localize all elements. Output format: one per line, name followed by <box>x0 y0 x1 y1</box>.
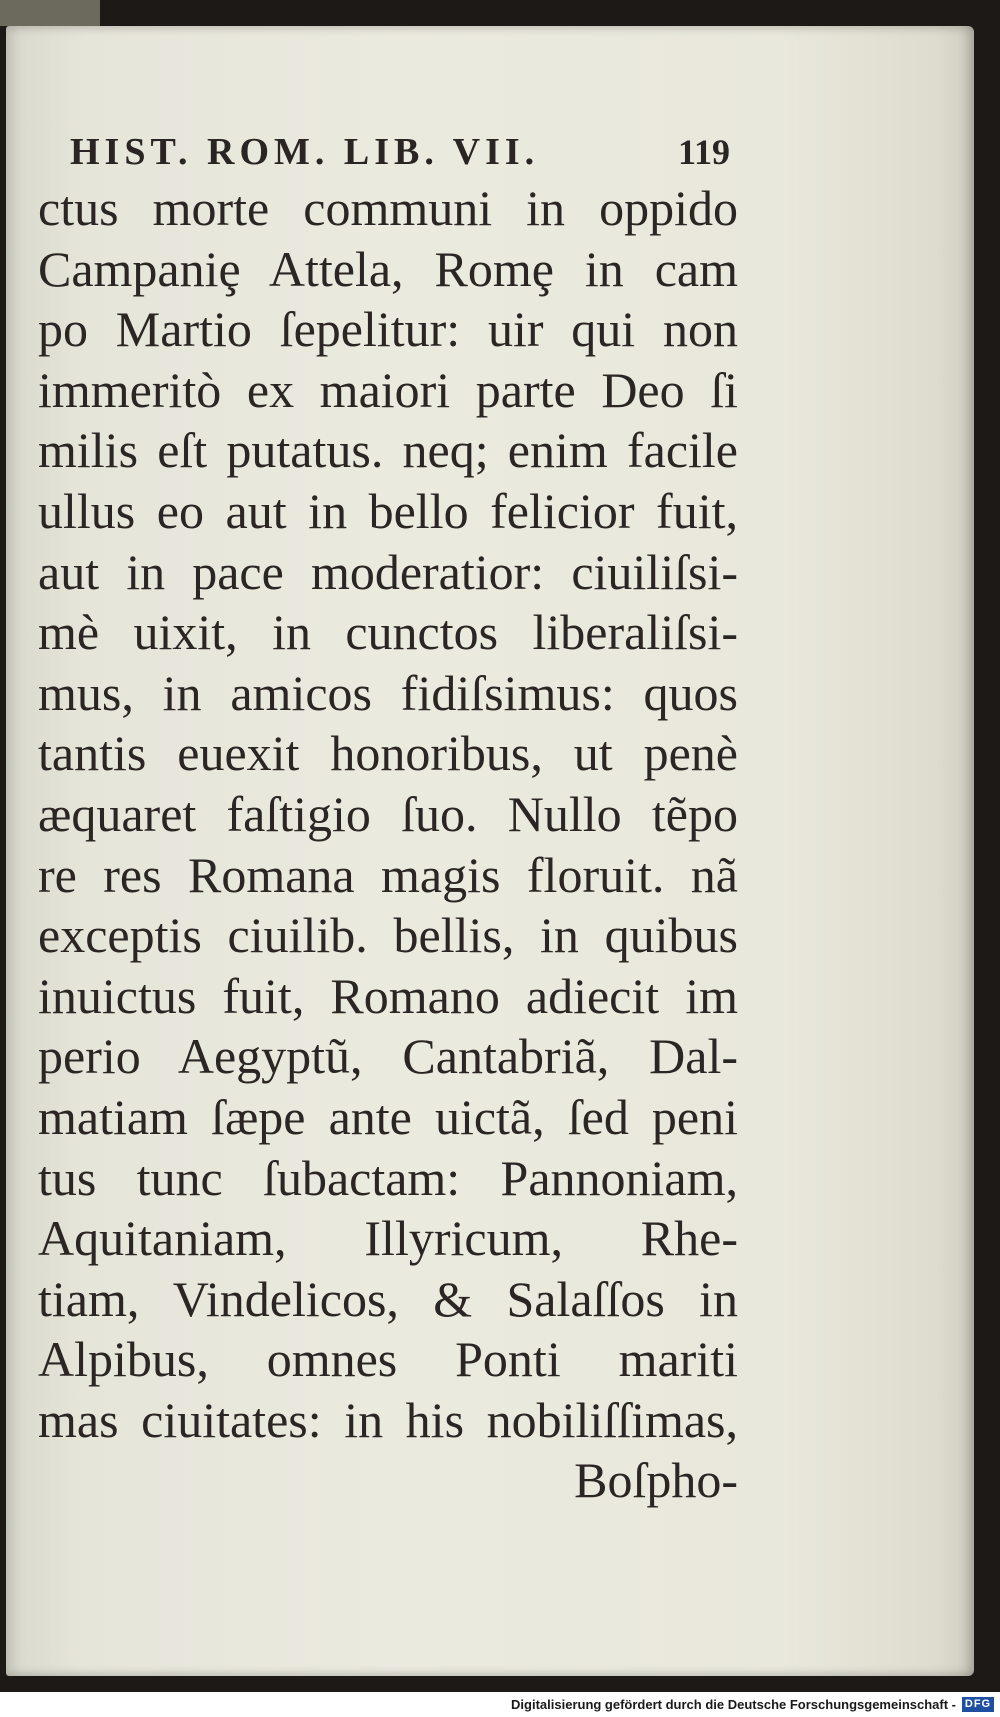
text-line: re res Romana magis floruit. nã <box>38 846 738 903</box>
dfg-logo-icon: DFG <box>962 1697 994 1712</box>
text-line: matiam ſæpe ante uictã, ſed peni <box>38 1088 738 1145</box>
text-line: æquaret faſtigio ſuo. Nullo tẽpo <box>38 785 738 842</box>
body-text <box>38 178 738 1511</box>
text-line: po Martio ſepelitur: uir qui non <box>38 301 738 358</box>
page-number: 119 <box>677 132 730 172</box>
text-line: ctus morte communi in oppido <box>38 180 738 236</box>
text-line: Aquitaniam, Illyricum, Rhe- <box>38 1210 738 1267</box>
text-line: Alpibus, omnes Ponti mariti <box>38 1331 738 1388</box>
text-line: mè uixit, in cunctos liberaliſsi- <box>38 604 738 661</box>
text-line: mas ciuitates: in his nobiliſſimas, <box>38 1391 738 1448</box>
text-line: Campaniȩ Attela, Romȩ in cam <box>38 240 738 297</box>
running-head-title: HIST. ROM. LIB. VII. <box>70 131 540 173</box>
text-line: mus, in amicos fidiſsimus: quos <box>38 664 738 721</box>
text-line: tiam, Vindelicos, & Salaſſos in <box>38 1270 738 1327</box>
text-line: aut in pace moderatior: ciuiliſsi- <box>38 543 738 600</box>
text-line: exceptis ciuilib. bellis, in quibus <box>38 907 738 964</box>
running-head <box>70 130 730 174</box>
scan-corner <box>0 0 100 26</box>
text-line: perio Aegyptũ, Cantabriã, Dal- <box>38 1028 738 1085</box>
text-line: tantis euexit honoribus, ut penè <box>38 725 738 782</box>
text-line: tus tunc ſubactam: Pannoniam, <box>38 1149 738 1206</box>
text-line: milis eſt putatus. neq; enim facile <box>38 422 738 479</box>
text-line: ullus eo aut in bello felicior fuit, <box>38 482 738 539</box>
funding-credit: Digitalisierung gefördert durch die Deutsche Forschungsgemeinschaft - <box>511 1697 956 1712</box>
text-line: immeritò ex maiori parte Deo ſi <box>38 361 738 418</box>
text-line: inuictus fuit, Romano adiecit im <box>38 967 738 1024</box>
catchword: Boſpho- <box>574 1452 738 1509</box>
